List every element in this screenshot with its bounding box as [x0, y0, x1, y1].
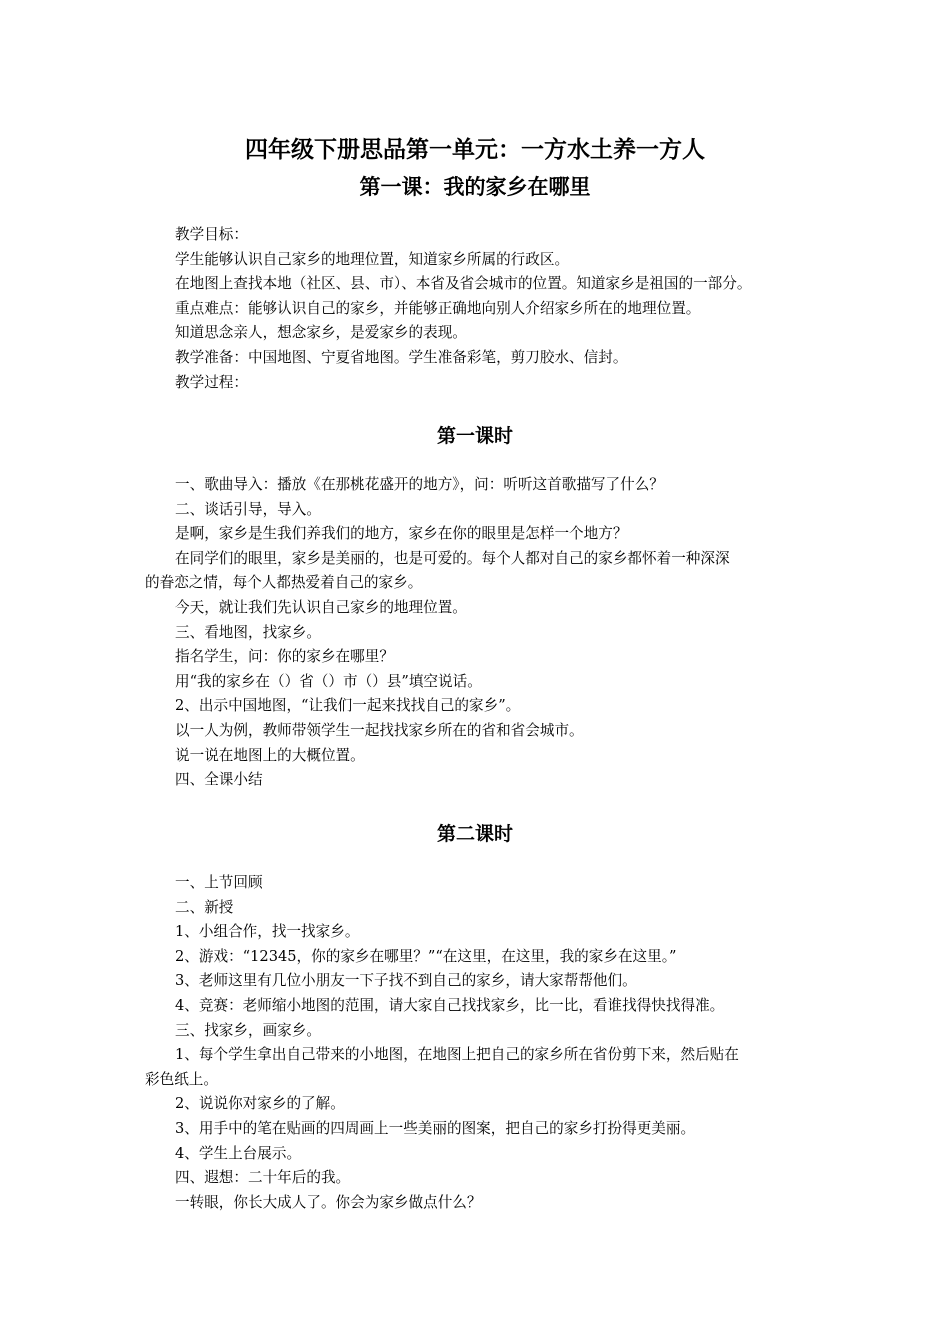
text-line: 教学过程：	[175, 373, 248, 391]
document-title: 四年级下册思品第一单元：一方水土养一方人	[245, 137, 705, 163]
intro-block	[145, 223, 813, 395]
text-line: 说一说在地图上的大概位置。	[175, 746, 365, 764]
lesson-subtitle: 第一课：我的家乡在哪里	[359, 175, 591, 199]
text-line: 3、用手中的笔在贴画的四周画上一些美丽的图案，把自己的家乡打扮得更美丽。	[175, 1119, 696, 1137]
text-line: 在地图上查找本地（社区、县、市）、本省及省会城市的位置。知道家乡是祖国的一部分。	[175, 275, 752, 293]
text-line: 二、新授	[175, 898, 234, 916]
text-line: 3、老师这里有几位小朋友一下子找不到自己的家乡，请大家帮帮他们。	[175, 972, 637, 990]
text-line: 教学准备：中国地图、宁夏省地图。学生准备彩笔，剪刀胶水、信封。	[175, 348, 628, 366]
text-line: 2、游戏：“12345，你的家乡在哪里？”“在这里，在这里，我的家乡在这里。”	[175, 947, 677, 965]
text-line: 彩色纸上。	[145, 1070, 218, 1088]
text-line: 一、歌曲导入：播放《在那桃花盛开的地方》，问：听听这首歌描写了什么？	[175, 476, 664, 493]
text-line: 4、学生上台展示。	[175, 1144, 302, 1162]
text-line: 教学目标：	[175, 226, 248, 243]
text-line: 今天，就让我们先认识自己家乡的地理位置。	[175, 598, 467, 616]
text-line: 1、每个学生拿出自己带来的小地图，在地图上把自己的家乡所在省份剪下来，然后贴在	[175, 1046, 739, 1064]
text-line: 是啊，家乡是生我们养我们的地方，家乡在你的眼里是怎样一个地方？	[175, 525, 628, 543]
text-line: 三、找家乡，画家乡。	[175, 1021, 321, 1039]
text-line: 以一人为例，教师带领学生一起找找家乡所在的省和省会城市。	[175, 721, 584, 739]
text-line: 用“我的家乡在（）省（）市（）县”填空说话。	[175, 672, 482, 690]
text-line: 指名学生，问：你的家乡在哪里？	[175, 648, 394, 666]
text-line: 四、全课小结	[175, 771, 263, 789]
text-line: 的眷恋之情，每个人都热爱着自己的家乡。	[145, 574, 423, 592]
text-line: 学生能够认识自己家乡的地理位置，知道家乡所属的行政区。	[175, 250, 570, 268]
text-line: 三、看地图，找家乡。	[175, 623, 321, 641]
section2-block	[145, 871, 813, 1215]
text-line: 二、谈话引导，导入。	[175, 500, 321, 518]
section-heading-2: 第二课时	[436, 823, 513, 845]
text-line: 1、小组合作，找一找家乡。	[175, 923, 360, 941]
text-line: 2、说说你对家乡的了解。	[175, 1095, 345, 1113]
text-line: 2、出示中国地图，“让我们一起来找找自己的家乡”。	[175, 697, 521, 715]
text-line: 在同学们的眼里，家乡是美丽的，也是可爱的。每个人都对自己的家乡都怀着一种深深	[175, 549, 730, 567]
text-line: 知道思念亲人，想念家乡，是爱家乡的表现。	[175, 324, 467, 342]
text-line: 重点难点：能够认识自己的家乡，并能够正确地向别人介绍家乡所在的地理位置。	[175, 299, 701, 317]
section-heading-1: 第一课时	[436, 425, 513, 447]
text-line: 一、上节回顾	[175, 874, 263, 891]
text-line: 一转眼，你长大成人了。你会为家乡做点什么？	[175, 1193, 482, 1211]
section1-block	[145, 473, 813, 793]
text-line: 4、竞赛：老师缩小地图的范围，请大家自己找找家乡，比一比，看谁找得快找得准。	[175, 996, 725, 1014]
text-line: 四、遐想：二十年后的我。	[175, 1169, 351, 1187]
